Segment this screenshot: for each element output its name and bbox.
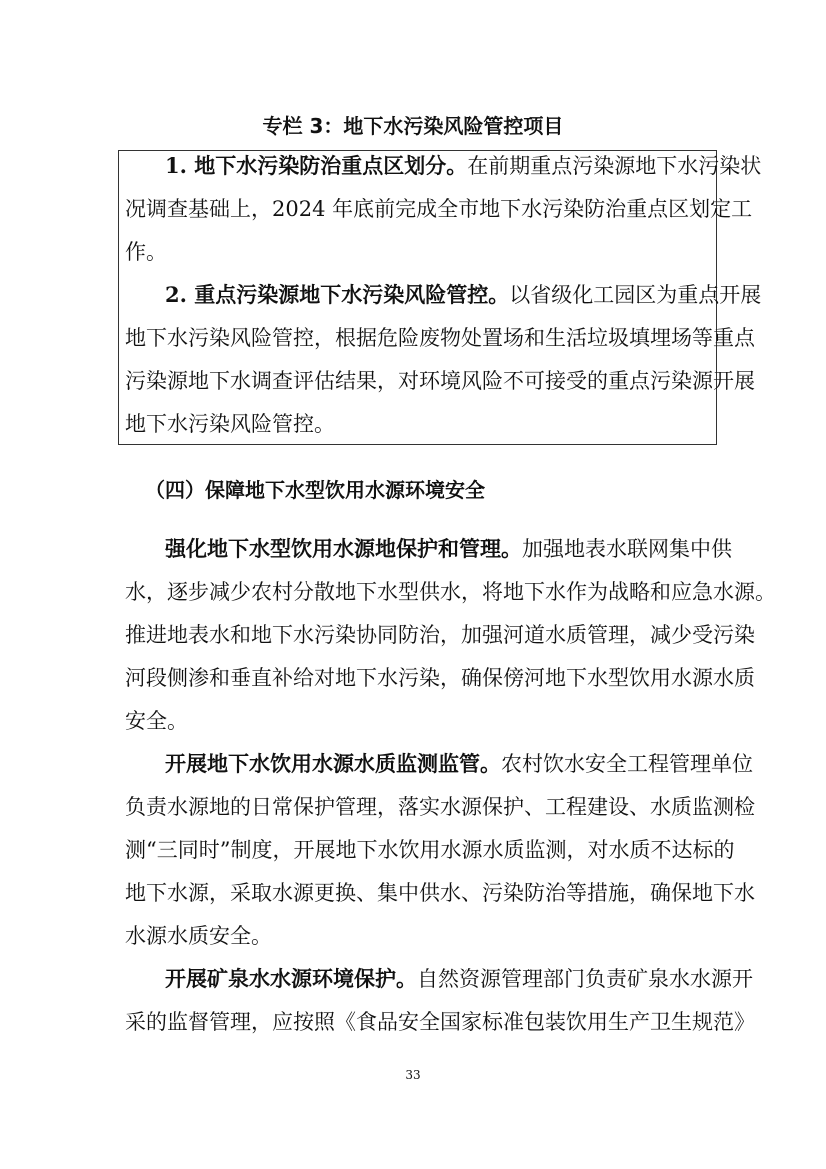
box-p2-line3: 污染源地下水调查评估结果，对环境风险不可接受的重点污染源开展 (125, 369, 755, 393)
text: 农村饮水安全工程管理单位 (501, 752, 753, 776)
p1-lead: 强化地下水型饮用水源地保护和管理。 (165, 536, 522, 561)
p2-line5: 水源水质安全。 (125, 924, 272, 948)
text: 在前期重点污染源地下水污染状 (467, 154, 762, 178)
box-p2-line2: 地下水污染风险管控，根据危险废物处置场和生活垃圾填埋场等重点 (125, 326, 755, 350)
text: 自然资源管理部门负责矿泉水水源开 (417, 967, 753, 991)
p2-line4: 地下水源，采取水源更换、集中供水、污染防治等措施，确保地下水 (125, 881, 755, 905)
box-title: 专栏 3：地下水污染风险管控项目 (262, 114, 564, 138)
p1-line1 (165, 534, 732, 564)
p1-line2: 水，逐步减少农村分散地下水型供水，将地下水作为战略和应急水源。 (125, 580, 776, 604)
section-heading: （四）保障地下水型饮用水源环境安全 (145, 478, 485, 502)
box-p1-line1 (165, 151, 762, 181)
box-p2-lead: 2. 重点污染源地下水污染风险管控。 (165, 282, 510, 307)
box-p2-line4: 地下水污染风险管控。 (125, 412, 335, 436)
page-number: 33 (405, 1068, 421, 1082)
box-p2-line1 (165, 280, 762, 310)
p2-line1 (165, 749, 753, 779)
box-p1-line3: 作。 (125, 240, 167, 264)
text: 加强地表水联网集中供 (522, 537, 732, 561)
text: 以省级化工园区为重点开展 (509, 283, 762, 307)
p2-lead: 开展地下水饮用水源水质监测监管。 (165, 751, 501, 776)
p1-line3: 推进地表水和地下水污染协同防治，加强河道水质管理，减少受污染 (125, 623, 755, 647)
p3-line1 (165, 964, 753, 994)
p3-lead: 开展矿泉水水源环境保护。 (165, 966, 417, 991)
p1-line4: 河段侧渗和垂直补给对地下水污染，确保傍河地下水型饮用水源水质 (125, 666, 755, 690)
p2-line3: 测“三同时”制度，开展地下水饮用水源水质监测，对水质不达标的 (125, 838, 735, 862)
p2-line2: 负责水源地的日常保护管理，落实水源保护、工程建设、水质监测检 (125, 795, 755, 819)
p1-line5: 安全。 (125, 709, 188, 733)
box-p1-line2: 况调查基础上，2024 年底前完成全市地下水污染防治重点区划定工 (125, 197, 753, 221)
box-p1-lead: 1. 地下水污染防治重点区划分。 (165, 153, 468, 178)
p3-line2: 采的监督管理，应按照《食品安全国家标准包装饮用生产卫生规范》 (125, 1010, 755, 1034)
